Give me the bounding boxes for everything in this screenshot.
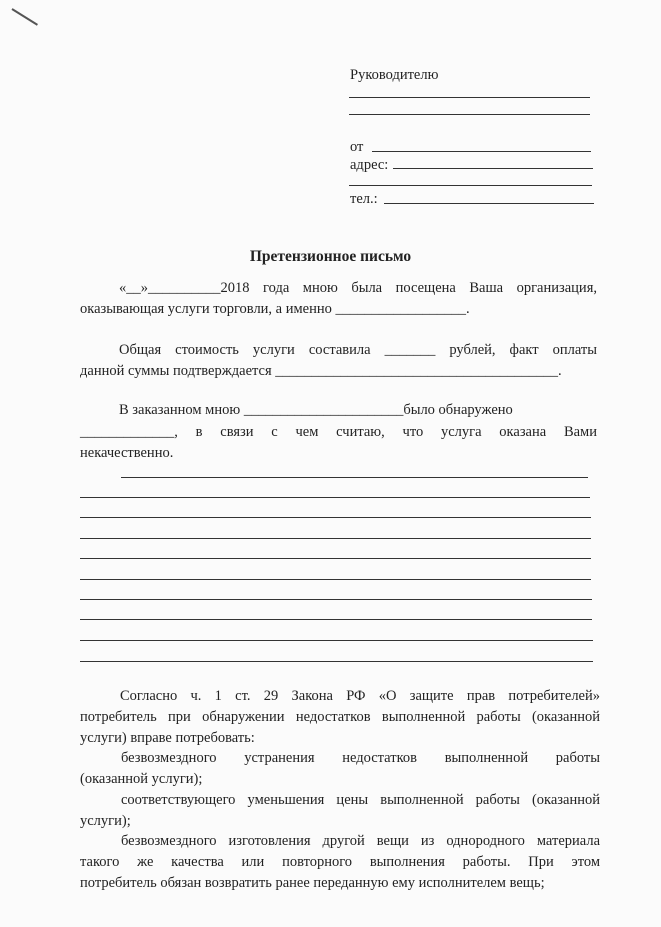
recipient-line-2 [349, 114, 590, 115]
blank-line-2 [80, 497, 590, 498]
blank-line-7 [80, 599, 592, 600]
paragraph-1-line-2: оказывающая услуги торговли, а именно __________________. [80, 301, 470, 317]
paragraph-3-line-3: некачественно. [80, 445, 174, 461]
law-line-1: Согласно ч. 1 ст. 29 Закона РФ «О защите прав потребителей» [120, 688, 600, 704]
blank-line-1 [121, 477, 588, 478]
remedy-3-line-1: безвозмездного изготовления другой вещи из однородного материала [121, 833, 600, 849]
address-label: адрес: [350, 157, 389, 173]
blank-line-4 [80, 538, 591, 539]
page-title: Претензионное письмо [249, 248, 412, 265]
paragraph-3-line-1: В заказанном мною ______________________было обнаружено [119, 402, 513, 418]
paragraph-1-line-1: «__»__________2018 года мною была посещена Ваша организация, [119, 280, 597, 296]
from-line [372, 151, 591, 152]
from-label: от [350, 139, 364, 155]
remedy-1-line-2: (оказанной услуги); [80, 771, 203, 787]
remedy-2-line-1: соответствующего уменьшения цены выполненной работы (оказанной [121, 792, 600, 808]
address-line-2 [349, 185, 592, 186]
phone-line [384, 203, 594, 204]
paragraph-2-line-2: данной суммы подтверждается _______________________________________. [80, 363, 562, 379]
law-line-3: услуги) вправе потребовать: [80, 730, 255, 746]
remedy-3-line-3: потребитель обязан возвратить ранее переданную ему исполнителем вещь; [80, 875, 545, 891]
address-line-1 [393, 168, 593, 169]
remedy-2-line-2: услуги); [80, 813, 131, 829]
blank-line-9 [80, 640, 593, 641]
remedy-1-line-1: безвозмездного устранения недостатков выполненной работы [121, 750, 600, 766]
blank-line-5 [80, 558, 591, 559]
paragraph-2-line-1: Общая стоимость услуги составила _______ рублей, факт оплаты [119, 342, 597, 358]
blank-line-8 [80, 619, 592, 620]
blank-line-3 [80, 517, 591, 518]
blank-line-6 [80, 579, 591, 580]
recipient-label: Руководителю [350, 67, 439, 83]
scan-mark [11, 8, 38, 26]
law-line-2: потребитель при обнаружении недостатков выполненной работы (оказанной [80, 709, 600, 725]
remedy-3-line-2: такого же качества или повторного выполнения работы. При этом [80, 854, 600, 870]
recipient-line-1 [349, 97, 590, 98]
paragraph-3-line-2: _____________, в связи с чем считаю, что услуга оказана Вами [80, 424, 597, 440]
blank-line-10 [80, 661, 593, 662]
phone-label: тел.: [350, 191, 378, 207]
